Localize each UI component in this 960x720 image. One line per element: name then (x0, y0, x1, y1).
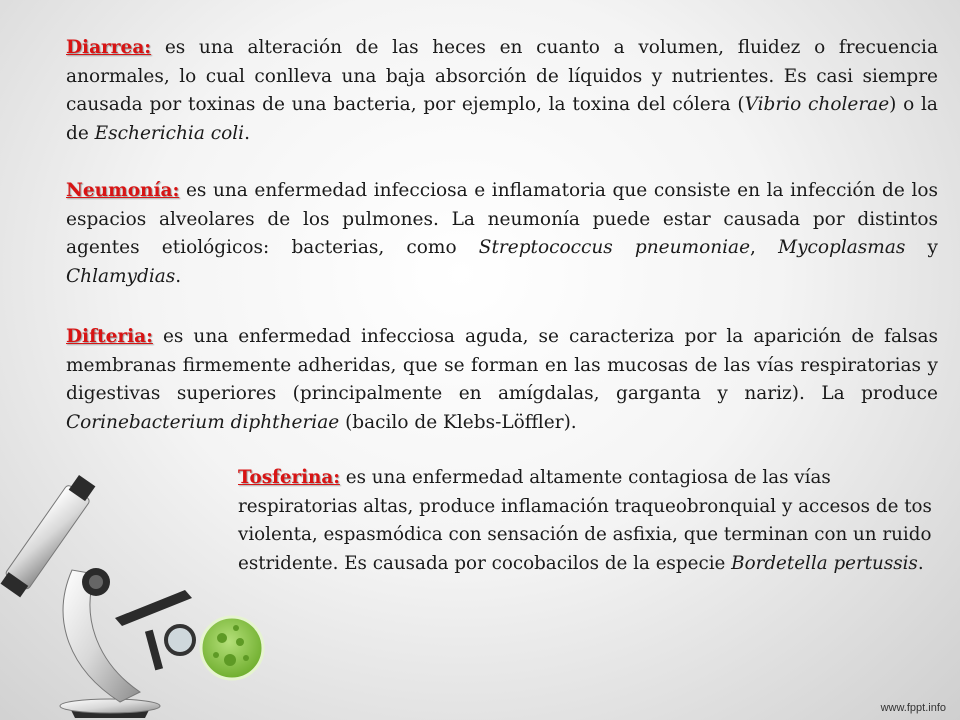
diarrea-text-1: es una alteración de las heces en cuanto a volumen, fluidez o frecuencia anormales, lo cual conlleva una baja absorción de líquidos y nutrientes. Es casi siempre causada por toxinas de una bacteria, por ejemplo, la toxina del cólera ( (66, 37, 938, 115)
petri-dish-icon (201, 617, 263, 679)
neumonia-sci-2: Mycoplasmas (778, 237, 906, 258)
difteria-text-1: es una enfermedad infecciosa aguda, se caracteriza por la aparición de falsas membranas firmemente adheridas, que se forman en las mucosas de las vías respiratorias y digestivas superiores (principalmente en amígdalas, garganta y nariz). La produce (66, 326, 938, 404)
diarrea-sci-2: Escherichia coli (94, 122, 245, 144)
neumonia-text-4: . (175, 265, 182, 287)
microscope-icon (0, 470, 270, 720)
term-neumonia: Neumonía: (66, 180, 180, 201)
tosferina-text-2: . (917, 552, 924, 574)
diarrea-text-3: . (244, 122, 250, 144)
footer-url: www.fppt.info (880, 702, 946, 714)
neumonia-text-3: y (905, 237, 939, 258)
tosferina-text-1: es una enfermedad altamente contagiosa de las vías respiratorias altas, produce inflamación traqueobronquial y accesos de tos violenta, espasmódica con sensación de asfixia, que terminan con un ruido estridente. Es causada por cocobacilos de la especie (238, 467, 932, 574)
neumonia-sci-1: Streptococcus pneumoniae (478, 237, 751, 258)
paragraph-neumonia (66, 177, 938, 291)
diarrea-text-2: ) o la de (66, 94, 938, 144)
difteria-text-2: (bacilo de Klebs-Löffler). (339, 411, 577, 433)
paragraph-difteria (66, 323, 938, 437)
difteria-sci-1: Corinebacterium diphtheriae (66, 411, 340, 433)
neumonia-sci-3: Chlamydias (66, 265, 176, 287)
diarrea-sci-1: Vibrio cholerae (744, 94, 890, 115)
tosferina-sci-1: Bordetella pertussis (731, 552, 918, 574)
paragraph-tosferina (238, 464, 943, 578)
term-tosferina: Tosferina: (238, 467, 340, 488)
neumonia-text-2: , (750, 237, 779, 258)
paragraph-diarrea (66, 34, 938, 148)
term-difteria: Difteria: (66, 326, 153, 347)
term-diarrea: Diarrea: (66, 37, 152, 58)
neumonia-text-1: es una enfermedad infecciosa e inflamatoria que consiste en la infección de los espacios alveolares de los pulmones. La neumonía puede estar causada por distintos agentes etiológicos: bacterias, como (66, 180, 938, 258)
